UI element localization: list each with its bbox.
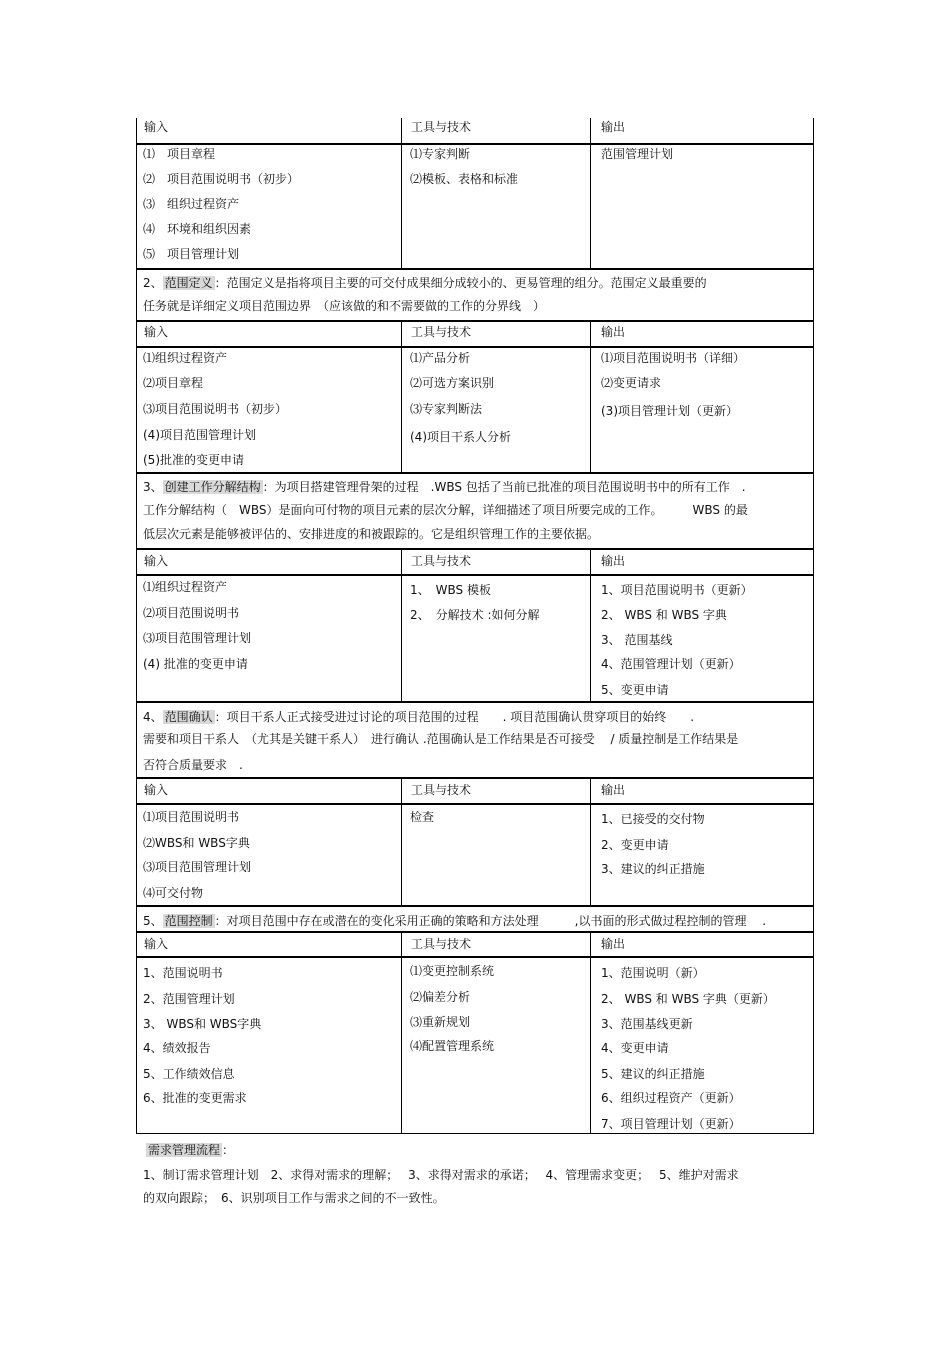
list-item: ⑵可选方案识别	[410, 376, 495, 390]
section-number: 3、	[143, 480, 163, 494]
header-input: 输入	[144, 554, 169, 568]
req-line: 的双向跟踪； 6、识别项目工作与需求之间的不一致性。	[143, 1191, 445, 1205]
divider	[136, 701, 813, 703]
section-number: 4、	[143, 710, 163, 724]
list-item: 4、绩效报告	[143, 1041, 211, 1055]
list-item: ⑶ 组织过程资产	[143, 197, 240, 211]
list-item: 1、 WBS 模板	[410, 583, 491, 597]
header-tools: 工具与技术	[411, 120, 472, 134]
section-desc-line: 工作分解结构（ WBS）是面向可付物的项目元素的层次分解，详细描述了项目所要完成的工作。 WBS 的最	[143, 503, 748, 517]
list-item: ⑴项目范围说明书	[143, 810, 240, 824]
list-item: (4)项目范围管理计划	[143, 428, 256, 442]
list-item: ⑴专家判断	[410, 147, 471, 161]
list-item: 5、建议的纠正措施	[601, 1067, 705, 1081]
list-item: ⑵ 项目范围说明书（初步）	[143, 172, 300, 186]
header-output: 输出	[601, 937, 626, 951]
section-desc: ：项目干系人正式接受进过讨论的项目范围的过程 . 项目范围确认贯穿项目的始终 .	[214, 710, 695, 724]
list-item: 2、变更申请	[601, 838, 669, 852]
header-tools: 工具与技术	[411, 783, 472, 797]
col-divider	[401, 931, 402, 1134]
header-tools: 工具与技术	[411, 325, 472, 339]
term-highlight: 需求管理流程	[148, 1143, 221, 1157]
list-item: 4、范围管理计划（更新）	[601, 657, 741, 671]
section-desc-line: 需要和项目干系人 （尤其是关键干系人） 进行确认 .范围确认是工作结果是否可接受 / 质量控制是工作结果是	[143, 732, 739, 746]
divider	[136, 320, 813, 322]
list-item: (5)批准的变更申请	[143, 453, 244, 467]
term-highlight: 范围定义	[164, 276, 213, 290]
list-item: (4)项目干系人分析	[410, 430, 511, 444]
list-item: ⑶重新规划	[410, 1015, 471, 1029]
list-item: ⑶项目范围管理计划	[143, 860, 252, 874]
divider	[136, 574, 813, 576]
header-tools: 工具与技术	[411, 937, 472, 951]
section-4-heading	[143, 710, 694, 724]
list-item: ⑶专家判断法	[410, 402, 483, 416]
list-item: 2、 分解技术 :如何分解	[410, 608, 540, 622]
list-item: ⑴组织过程资产	[143, 580, 228, 594]
divider	[136, 143, 813, 145]
list-item: 3、范围基线更新	[601, 1017, 693, 1031]
header-output: 输出	[601, 325, 626, 339]
divider	[136, 777, 813, 779]
list-item: ⑵变更请求	[601, 376, 662, 390]
header-output: 输出	[601, 554, 626, 568]
list-item: 3、 范围基线	[601, 633, 673, 647]
list-item: 3、 WBS和 WBS字典	[143, 1017, 262, 1031]
list-item: ⑶项目范围管理计划	[143, 631, 252, 645]
header-output: 输出	[601, 120, 626, 134]
list-item: 2、 WBS 和 WBS 字典（更新）	[601, 992, 775, 1006]
list-item: ⑷ 环境和组织因素	[143, 222, 252, 236]
list-item: 5、变更申请	[601, 683, 669, 697]
list-item: (4) 批准的变更申请	[143, 657, 248, 671]
term-highlight: 范围控制	[164, 914, 213, 928]
list-item: ⑷配置管理系统	[410, 1039, 495, 1053]
col-divider	[590, 320, 591, 473]
divider	[136, 931, 813, 933]
header-input: 输入	[144, 783, 169, 797]
col-divider	[401, 548, 402, 702]
col-divider	[401, 320, 402, 473]
section-3-heading	[143, 480, 746, 494]
list-item: 5、工作绩效信息	[143, 1067, 235, 1081]
list-item: (3)项目管理计划（更新）	[601, 404, 738, 418]
list-item: 1、已接受的交付物	[601, 812, 705, 826]
list-item: ⑵偏差分析	[410, 990, 471, 1004]
list-item: ⑵项目范围说明书	[143, 606, 240, 620]
section-5-heading	[143, 914, 766, 928]
divider	[136, 548, 813, 550]
list-item: ⑴变更控制系统	[410, 964, 495, 978]
divider	[136, 803, 813, 805]
section-desc-line: 任务就是详细定义项目范围边界 （应该做的和不需要做的工作的分界线 ）	[143, 299, 546, 313]
divider	[136, 905, 813, 907]
divider	[136, 1133, 813, 1134]
list-item: 2、范围管理计划	[143, 992, 235, 1006]
list-item: ⑴ 项目章程	[143, 147, 216, 161]
header-output: 输出	[601, 783, 626, 797]
list-item: 1、范围说明书	[143, 966, 223, 980]
header-input: 输入	[144, 120, 169, 134]
header-input: 输入	[144, 325, 169, 339]
list-item: 3、建议的纠正措施	[601, 862, 705, 876]
col-divider	[590, 777, 591, 905]
req-colon: ：	[222, 1143, 235, 1157]
list-item: 6、批准的变更需求	[143, 1091, 247, 1105]
list-item: 1、范围说明（新）	[601, 966, 705, 980]
list-item: 检查	[410, 810, 435, 824]
term-highlight: 创建工作分解结构	[164, 480, 261, 494]
req-heading	[146, 1143, 234, 1157]
col-divider	[590, 548, 591, 702]
section-number: 5、	[143, 914, 163, 928]
req-line: 1、制订需求管理计划 2、求得对需求的理解； 3、求得对需求的承诺； 4、管理需求变更； 5、维护对需求	[143, 1168, 739, 1182]
section-desc: ：对项目范围中存在或潜在的变化采用正确的策略和方法处理 ,以书面的形式做过程控制的管理 .	[214, 914, 767, 928]
list-item: ⑵项目章程	[143, 376, 204, 390]
section-desc: ：为项目搭建管理骨架的过程 .WBS 包括了当前已批准的项目范围说明书中的所有工作 .	[262, 480, 746, 494]
list-item: 2、 WBS 和 WBS 字典	[601, 608, 727, 622]
section-desc-line: 低层次元素是能够被评估的、安排进度的和被跟踪的。它是组织管理工作的主要依据。	[143, 527, 600, 541]
list-item: 4、变更申请	[601, 1041, 669, 1055]
col-divider	[401, 777, 402, 905]
list-item: ⑶项目范围说明书（初步）	[143, 402, 288, 416]
divider	[136, 346, 813, 348]
list-item: ⑵模板、表格和标准	[410, 172, 519, 186]
list-item: ⑵WBS和 WBS字典	[143, 836, 250, 850]
section-desc-line: 否符合质量要求 .	[143, 758, 243, 772]
divider	[136, 472, 813, 474]
section-desc: ：范围定义是指将项目主要的可交付成果细分成较小的、更易管理的组分。范围定义最重要的	[214, 276, 707, 290]
col-divider	[590, 931, 591, 1134]
list-item: ⑸ 项目管理计划	[143, 247, 240, 261]
list-item: 6、组织过程资产（更新）	[601, 1091, 741, 1105]
list-item: ⑴产品分析	[410, 351, 471, 365]
header-tools: 工具与技术	[411, 554, 472, 568]
list-item: 1、项目范围说明书（更新）	[601, 583, 753, 597]
list-item: ⑴项目范围说明书（详细）	[601, 351, 746, 365]
list-item: ⑷可交付物	[143, 886, 204, 900]
term-highlight: 范围确认	[164, 710, 213, 724]
divider	[136, 956, 813, 958]
divider	[136, 268, 813, 270]
list-item: 7、项目管理计划（更新）	[601, 1117, 741, 1131]
section-2-heading	[143, 276, 707, 290]
col-divider	[401, 118, 402, 269]
header-input: 输入	[144, 937, 169, 951]
table-frame	[136, 118, 814, 1134]
list-item: 范围管理计划	[601, 147, 674, 161]
section-number: 2、	[143, 276, 163, 290]
col-divider	[590, 118, 591, 269]
list-item: ⑴组织过程资产	[143, 351, 228, 365]
